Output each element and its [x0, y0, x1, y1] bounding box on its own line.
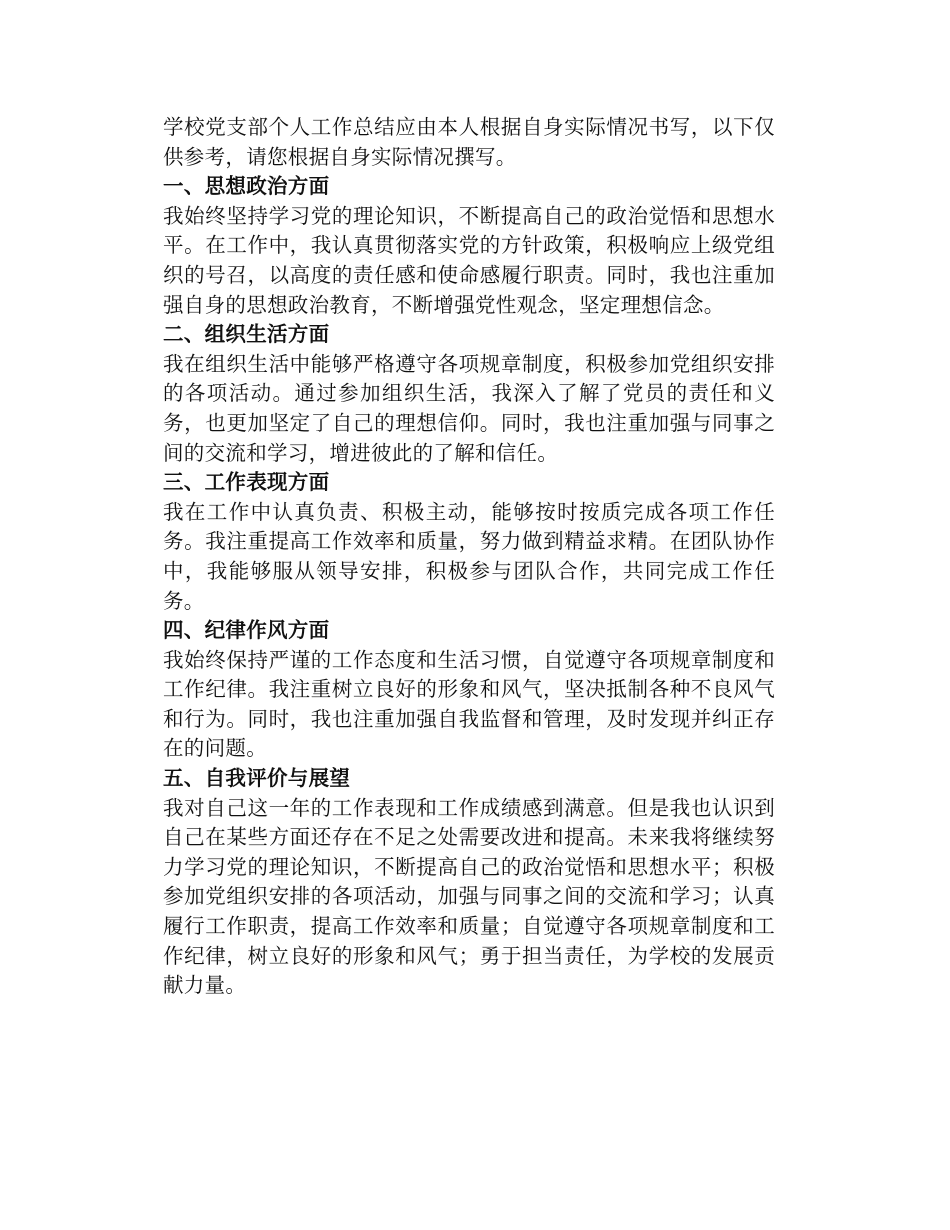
section-body-work-performance: 我在工作中认真负责、积极主动，能够按时按质完成各项工作任务。我注重提高工作效率和质量，努力做到精益求精。在团队协作中，我能够服从领导安排，积极参与团队合作，共同完成工作任务。: [163, 499, 775, 613]
intro-paragraph: 学校党支部个人工作总结应由本人根据自身实际情况书写，以下仅供参考，请您根据自身实际情况撰写。: [163, 115, 775, 169]
section-heading-ideology: 一、思想政治方面: [163, 174, 330, 199]
section-heading-organization: 二、组织生活方面: [163, 322, 330, 347]
section-heading-discipline: 四、纪律作风方面: [163, 618, 330, 643]
section-heading-work-performance: 三、工作表现方面: [163, 470, 330, 495]
section-body-ideology: 我始终坚持学习党的理论知识，不断提高自己的政治觉悟和思想水平。在工作中，我认真贯彻落实党的方针政策，积极响应上级党组织的号召，以高度的责任感和使命感履行职责。同时，我也注重加强自身的思想政治教育，不断增强党性观念，坚定理想信念。: [163, 203, 775, 317]
section-body-organization: 我在组织生活中能够严格遵守各项规章制度，积极参加党组织安排的各项活动。通过参加组织生活，我深入了解了党员的责任和义务，也更加坚定了自己的理想信仰。同时，我也注重加强与同事之间的交流和学习，增进彼此的了解和信任。: [163, 351, 775, 465]
section-body-discipline: 我始终保持严谨的工作态度和生活习惯，自觉遵守各项规章制度和工作纪律。我注重树立良好的形象和风气，坚决抵制各种不良风气和行为。同时，我也注重加强自我监督和管理，及时发现并纠正存在的问题。: [163, 647, 775, 761]
section-body-self-evaluation: 我对自己这一年的工作表现和工作成绩感到满意。但是我也认识到自己在某些方面还存在不足之处需要改进和提高。未来我将继续努力学习党的理论知识，不断提高自己的政治觉悟和思想水平；积极参加党组织安排的各项活动，加强与同事之间的交流和学习；认真履行工作职责，提高工作效率和质量；自觉遵守各项规章制度和工作纪律，树立良好的形象和风气；勇于担当责任，为学校的发展贡献力量。: [163, 795, 775, 998]
section-heading-self-evaluation: 五、自我评价与展望: [163, 766, 351, 791]
document-body: [163, 113, 775, 1001]
